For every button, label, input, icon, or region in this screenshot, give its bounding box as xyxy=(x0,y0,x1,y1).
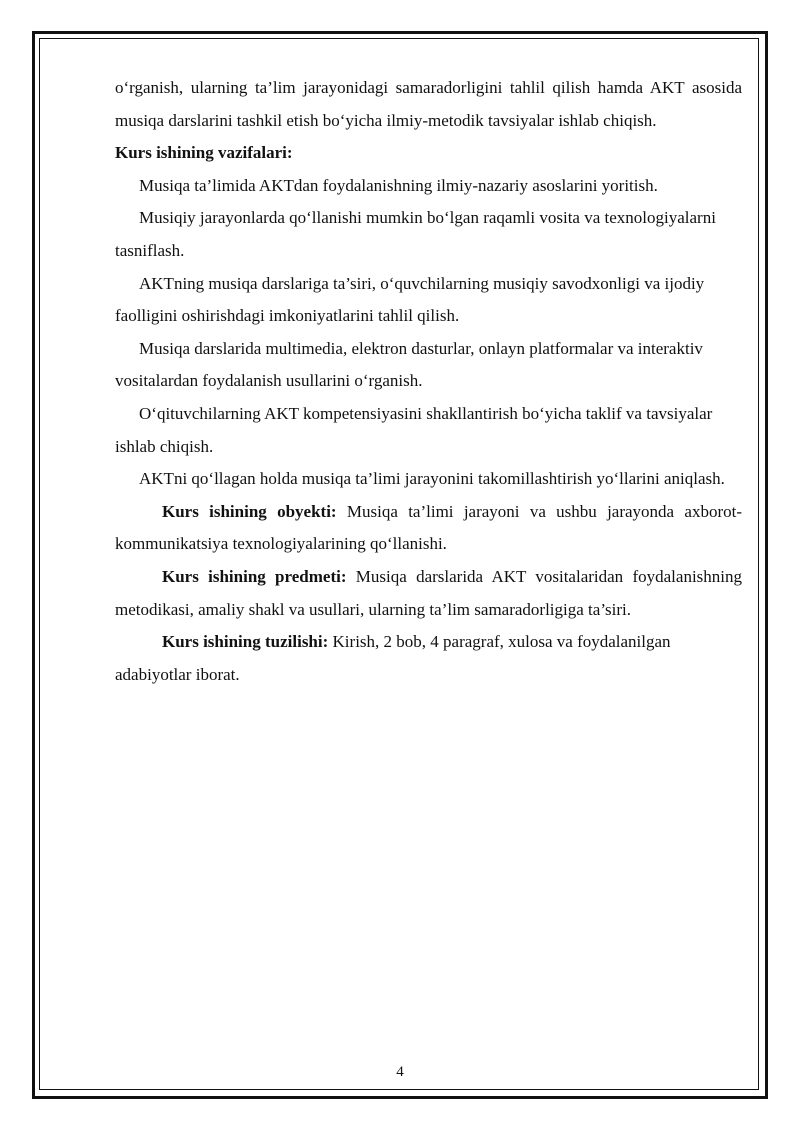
task-item: O‘qituvchilarning AKT kompetensiyasini shakllantirish bo‘yicha taklif va tavsiyalar ishlab chiqish. xyxy=(115,403,713,456)
task-item: AKTning musiqa darslariga ta’siri, o‘quvchilarning musiqiy savodxonligi va ijodiy faolligini oshirishdagi imkoniyatlarini tahlil qilish. xyxy=(115,273,705,326)
subject-label: Kurs ishining predmeti: xyxy=(162,566,347,586)
subject-text: Musiqa darslarida AKT vositalaridan foydalanishning metodikasi, amaliy shakl va usullari, ularning ta’lim samaradorligiga ta’siri. xyxy=(115,566,743,619)
structure-paragraph xyxy=(115,626,742,691)
intro-paragraph: o‘rganish, ularning ta’lim jarayonidagi samaradorligini tahlil qilish hamda AKT asosida musiqa darslarini tashkil etish bo‘yicha ilmiy-metodik tavsiyalar ishlab chiqish. xyxy=(115,78,742,130)
task-item: Musiqa darslarida multimedia, elektron dasturlar, onlayn platformalar va interaktiv vositalardan foydalanish usullarini o‘rganish. xyxy=(115,338,703,391)
document-body xyxy=(115,72,742,691)
task-item: Musiqiy jarayonlarda qo‘llanishi mumkin bo‘lgan raqamli vosita va texnologiyalarni tasniflash. xyxy=(115,208,716,260)
task-item: Musiqa ta’limida AKTdan foydalanishning ilmiy-nazariy asoslarini yoritish. xyxy=(139,175,658,195)
object-label: Kurs ishining obyekti: xyxy=(162,501,337,521)
subject-paragraph xyxy=(115,561,742,626)
object-text: Musiqa ta’limi jarayoni va ushbu jarayonda axborot-kommunikatsiya texnologiyalarining qo‘llanishi. xyxy=(115,501,742,554)
task-item: AKTni qo‘llagan holda musiqa ta’limi jarayonini takomillashtirish yo‘llarini aniqlash. xyxy=(139,469,725,489)
object-paragraph xyxy=(115,496,742,561)
page-number: 4 xyxy=(396,1064,404,1080)
tasks-heading: Kurs ishining vazifalari: xyxy=(115,143,293,163)
structure-label: Kurs ishining tuzilishi: xyxy=(162,632,329,652)
structure-text: Kirish, 2 bob, 4 paragraf, xulosa va foydalanilgan adabiyotlar iborat. xyxy=(115,632,671,684)
